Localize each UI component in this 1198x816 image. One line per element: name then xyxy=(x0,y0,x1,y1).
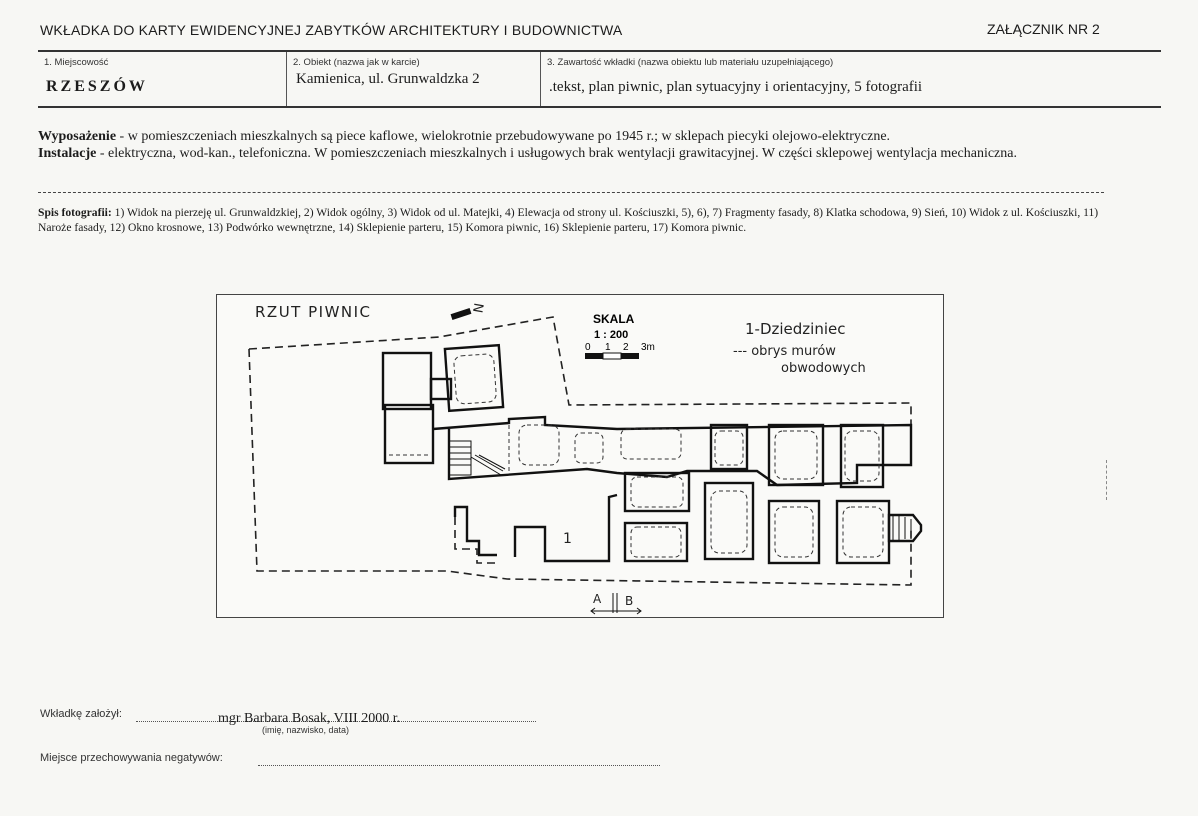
plan-title: RZUT PIWNIC xyxy=(255,303,372,321)
document-title: WKŁADKA DO KARTY EWIDENCYJNEJ ZABYTKÓW ARCHITEKTURY I BUDOWNICTWA xyxy=(40,22,623,38)
section-b-label: B xyxy=(625,594,634,608)
photo-list-heading: Spis fotografii: xyxy=(38,206,112,219)
field-contents-label: 3. Zawartość wkładki (nazwa obiektu lub materiału uzupełniającego) xyxy=(547,57,834,68)
scale-title: SKALA xyxy=(593,312,635,326)
founder-value: mgr Barbara Bosak, VIII 2000 r. xyxy=(218,711,401,726)
negatives-label: Miejsce przechowywania negatywów: xyxy=(40,752,223,764)
field-object-label: 2. Obiekt (nazwa jak w karcie) xyxy=(293,57,420,68)
description-section xyxy=(38,128,1138,162)
field-object-value: Kamienica, ul. Grunwaldzka 2 xyxy=(296,71,480,87)
courtyard-label: 1 xyxy=(563,531,572,547)
field-contents xyxy=(541,52,1161,106)
scale-bar xyxy=(585,342,655,359)
exit-steps-icon xyxy=(893,515,911,541)
scale-tick-1: 1 xyxy=(605,342,611,353)
north-arrow-icon xyxy=(451,302,488,320)
cellar-plan-drawing xyxy=(217,295,943,617)
equipment-text: - w pomieszczeniach mieszkalnych są piece kaflowe, wielokrotnie przebudowywane po 1945 r.; w sklepach piecyki olejowo-elektryczne. xyxy=(116,129,891,144)
legend-wall-outline: --- obrys murów xyxy=(733,344,836,359)
scale-tick-3: 3m xyxy=(641,342,655,353)
cellar-plan xyxy=(216,294,944,618)
field-contents-value: .tekst, plan piwnic, plan sytuacyjny i orientacyjny, 5 fotografii xyxy=(549,79,923,95)
scale-tick-0: 0 xyxy=(585,342,591,353)
dashed-separator xyxy=(38,192,1104,193)
field-locality-value: RZESZÓW xyxy=(46,78,148,95)
installations-text: - elektryczna, wod-kan., telefoniczna. W pomieszczeniach mieszkalnych i usługowych brak wentylacji grawitacyjnej. W części sklepowej wentylacja mechaniczna. xyxy=(96,146,1017,161)
field-object xyxy=(287,52,541,106)
edge-mark xyxy=(1106,460,1108,500)
equipment-paragraph xyxy=(38,128,1138,145)
negatives-dotted-line xyxy=(258,765,660,766)
field-locality xyxy=(38,52,287,106)
scale-ratio: 1 : 200 xyxy=(594,329,629,341)
installations-heading: Instalacje xyxy=(38,146,97,161)
annex-number: ZAŁĄCZNIK NR 2 xyxy=(987,21,1100,37)
founder-label: Wkładkę założył: xyxy=(40,708,122,720)
cellar-rooms xyxy=(383,345,921,563)
legend-courtyard: 1-Dziedziniec xyxy=(745,320,846,338)
scale-tick-2: 2 xyxy=(623,342,629,353)
staircase-icon xyxy=(449,441,505,475)
photo-list xyxy=(38,205,1110,235)
photo-list-text: 1) Widok na pierzeję ul. Grunwaldzkiej, 2) Widok ogólny, 3) Widok od ul. Matejki, 4) Elewacja od strony ul. Kościuszki, 5), 6), 7) Fragmenty fasady, 8) Klatka schodowa, 9) Sień, 10) Widok z ul. Kościuszki, 11) Naroże fasady, 12) Okno krosnowe, 13) Podwórko wewnętrzne, 14) Sklepienie parteru, 15) Komora piwnic, 16) Sklepienie parteru, 17) Komora piwnic. xyxy=(38,206,1099,234)
field-locality-label: 1. Miejscowość xyxy=(44,57,109,68)
section-marker xyxy=(591,592,641,614)
equipment-heading: Wyposażenie xyxy=(38,129,117,144)
vault-lines xyxy=(389,354,883,557)
founder-hint: (imię, nazwisko, data) xyxy=(262,725,350,735)
section-a-label: A xyxy=(593,592,602,606)
installations-paragraph xyxy=(38,145,1138,162)
legend-wall-outline-2: obwodowych xyxy=(781,361,866,376)
header-fields xyxy=(38,50,1161,108)
svg-text:N: N xyxy=(471,302,488,315)
